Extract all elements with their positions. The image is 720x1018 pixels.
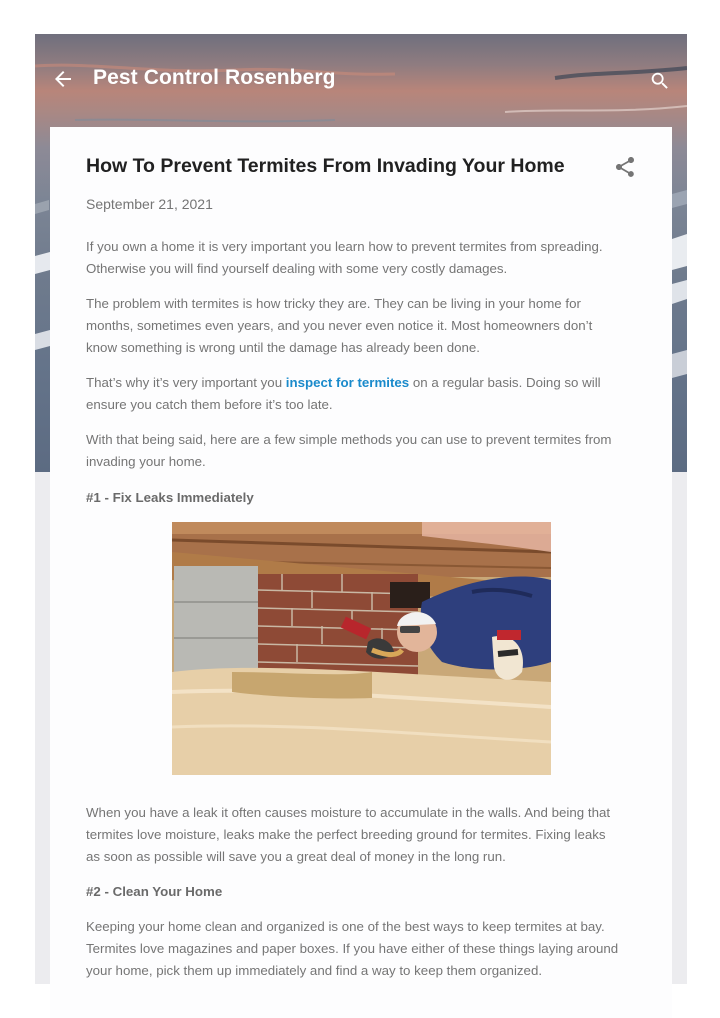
section-heading-clean-home: #2 - Clean Your Home (86, 884, 223, 899)
paragraph-line: your home, pick them up immediately and find a way to keep them organized. (86, 963, 543, 978)
paragraph-line: With that being said, here are a few simple methods you can use to prevent termites from (86, 432, 612, 447)
blog-header (35, 34, 687, 124)
paragraph-line: invading your home. (86, 454, 206, 469)
paragraph-line: If you own a home it is very important you learn how to prevent termites from spreading. (86, 239, 603, 254)
blog-title[interactable]: Pest Control Rosenberg (93, 66, 336, 89)
text-segment: on a regular basis. Doing so will (409, 375, 601, 390)
text-segment: That’s why it’s very important you (86, 375, 286, 390)
paragraph-line: The problem with termites is how tricky they are. They can be living in your home for (86, 296, 581, 311)
crawlspace-inspector-photo (172, 522, 551, 775)
paragraph-line: Termites love magazines and paper boxes. If you have either of these things laying around (86, 941, 619, 956)
paragraph-2 (86, 293, 634, 359)
paragraph-5 (86, 802, 634, 868)
paragraph-line: months, sometimes even years, and you never even notice it. Most homeowners don’t (86, 318, 593, 333)
paragraph-line: know something is wrong until the damage has already been done. (86, 340, 480, 355)
share-icon[interactable] (613, 155, 637, 179)
paragraph-line: Otherwise you will find yourself dealing with some very costly damages. (86, 261, 508, 276)
arrow-back-icon[interactable] (51, 67, 75, 91)
paragraph-3 (86, 372, 634, 416)
inspect-for-termites-link[interactable]: inspect for termites (285, 375, 410, 390)
paragraph-4 (86, 429, 634, 473)
paragraph-line: When you have a leak it often causes moisture to accumulate in the walls. And being that (86, 805, 611, 820)
section-heading-fix-leaks: #1 - Fix Leaks Immediately (86, 490, 254, 505)
search-icon[interactable] (649, 70, 671, 92)
paragraph-1 (86, 236, 634, 280)
paragraph-line: Keeping your home clean and organized is one of the best ways to keep termites at bay. (86, 919, 605, 934)
paragraph-line (86, 372, 634, 394)
paragraph-6 (86, 916, 634, 982)
post-date: September 21, 2021 (86, 196, 213, 212)
paragraph-line: termites love moisture, leaks make the perfect breeding ground for termites. Fixing leaks (86, 827, 606, 842)
paragraph-line: ensure you catch them before it’s too late. (86, 397, 333, 412)
post-title: How To Prevent Termites From Invading Your Home (86, 155, 565, 177)
paragraph-line: as soon as possible will save you a great deal of money in the long run. (86, 849, 506, 864)
